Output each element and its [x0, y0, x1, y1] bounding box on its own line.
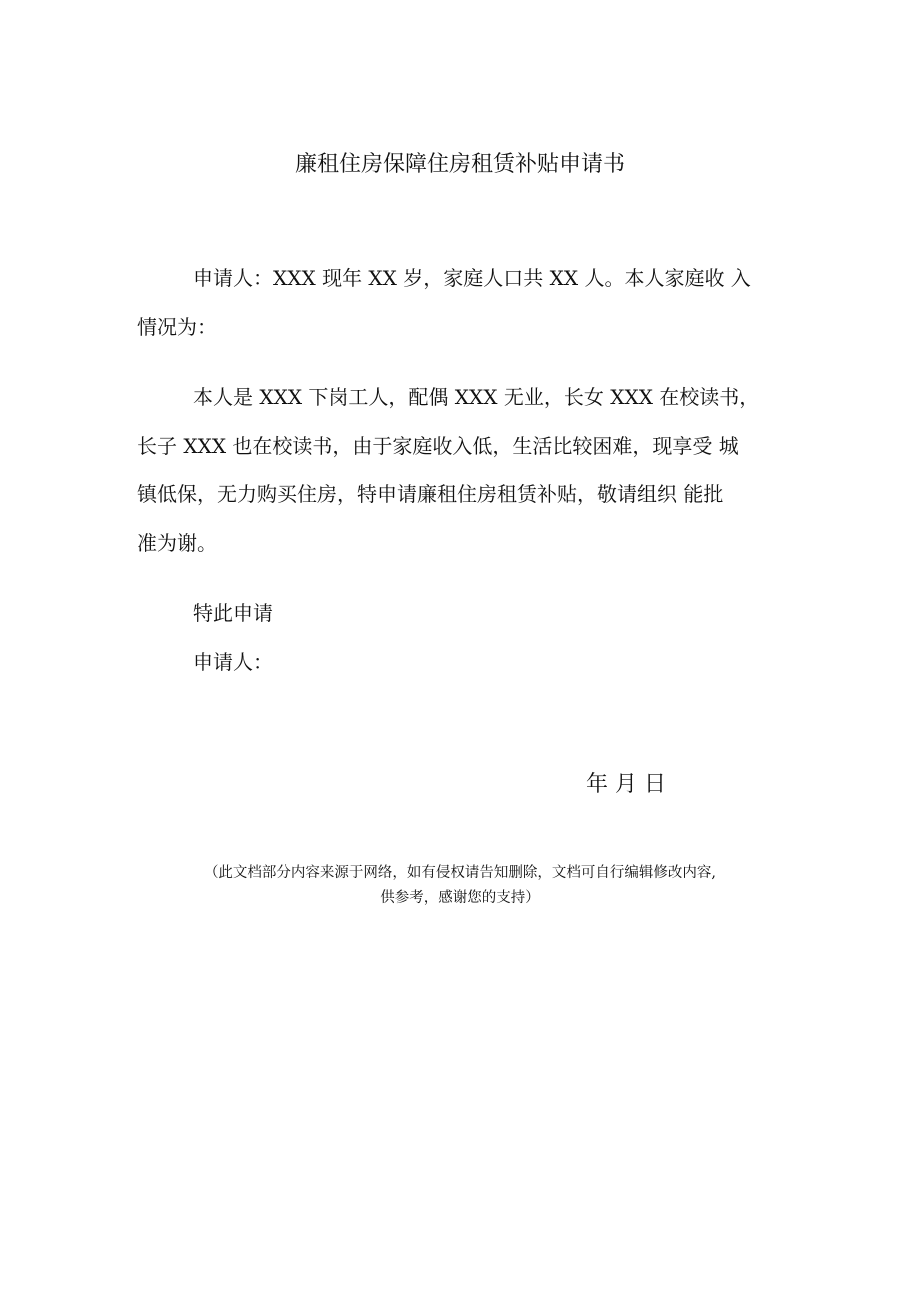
paragraph-1-line-2: 情况为：: [137, 315, 217, 339]
applicant-signature-label: 申请人：: [193, 650, 273, 674]
closing-text: 特此申请: [193, 601, 273, 625]
document-title: 廉租住房保障住房租赁补贴申请书: [294, 152, 625, 177]
paragraph-1-line-1: 申请人：XXX 现年 XX 岁，家庭人口共 XX 人。本人家庭收 入: [193, 266, 751, 290]
date-line: 年 月 日: [586, 772, 666, 797]
footer-line-1: （此文档部分内容来源于网络，如有侵权请告知删除，文档可自行编辑修改内容,: [203, 865, 717, 881]
footer-line-2: 供参考，感谢您的支持）: [380, 890, 540, 906]
paragraph-2-line-2: 长子 XXX 也在校读书，由于家庭收入低，生活比较困难，现享受 城: [137, 434, 739, 458]
paragraph-2-line-1: 本人是 XXX 下岗工人，配偶 XXX 无业，长女 XXX 在校读书，: [193, 385, 760, 409]
paragraph-2-line-3: 镇低保，无力购买住房，特申请廉租住房租赁补贴，敬请组织 能批: [137, 482, 724, 506]
paragraph-2-line-4: 准为谢。: [137, 531, 217, 555]
